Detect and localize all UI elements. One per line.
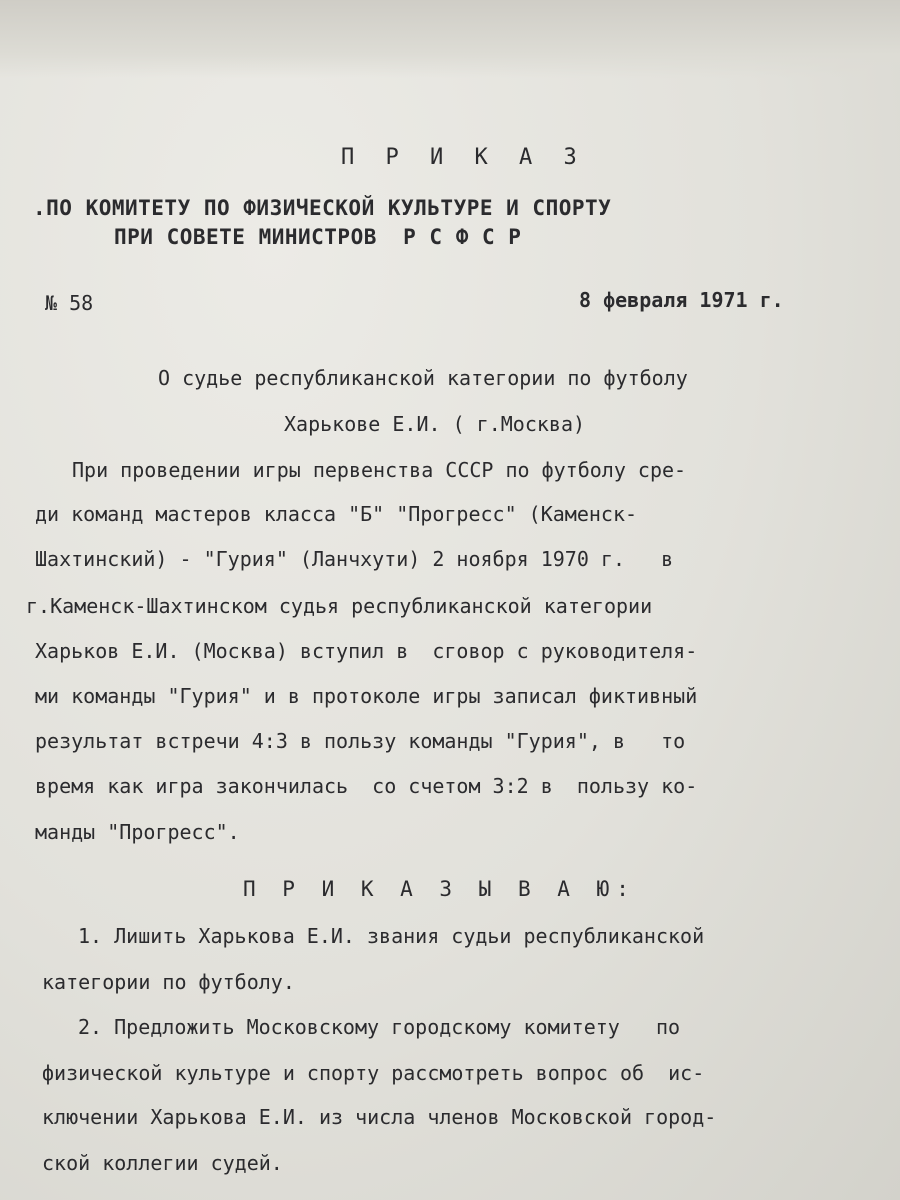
body-line: результат встречи 4:3 в пользу команды "Гурия", в то (35, 729, 686, 753)
order-date: 8 февраля 1971 г. (579, 288, 784, 312)
body-line: Шахтинский) - "Гурия" (Ланчхути) 2 ноября 1970 г. в (35, 547, 674, 571)
order-item-line: физической культуре и спорту рассмотреть вопрос об ис- (42, 1061, 705, 1085)
body-line: Харьков Е.И. (Москва) вступил в сговор с руководителя- (35, 639, 698, 663)
organization-line-1: .ПО КОМИТЕТУ ПО ФИЗИЧЕСКОЙ КУЛЬТУРЕ И СПОРТУ (33, 196, 612, 220)
page-top-edge (0, 0, 900, 78)
body-line: г.Каменск-Шахтинском судья республиканской категории (26, 594, 653, 618)
order-item-line: ключении Харькова Е.И. из числа членов Московской город- (42, 1105, 717, 1129)
body-line: ди команд мастеров класса "Б" "Прогресс" (Каменск- (35, 502, 638, 526)
document-title: П Р И К А З (341, 145, 586, 170)
order-item-line: 1. Лишить Харькова Е.И. звания судьи республиканской (78, 924, 705, 948)
subject-line-2: Харькове Е.И. ( г.Москва) (284, 412, 586, 436)
body-line: При проведении игры первенства СССР по футболу сре- (72, 458, 687, 482)
body-line: ми команды "Гурия" и в протоколе игры записал фиктивный (35, 684, 698, 708)
order-item-line: 2. Предложить Московскому городскому комитету по (78, 1015, 681, 1039)
body-line: время как игра закончилась со счетом 3:2 в пользу ко- (35, 774, 698, 798)
order-item-line: ской коллегии судей. (42, 1151, 283, 1175)
order-number: № 58 (45, 291, 94, 315)
subject-line-1: О судье республиканской категории по футболу (158, 366, 688, 390)
body-line: манды "Прогресс". (35, 820, 240, 844)
order-heading: П Р И К А З Ы В А Ю: (243, 877, 636, 901)
order-item-line: категории по футболу. (42, 970, 295, 994)
organization-line-2: ПРИ СОВЕТЕ МИНИСТРОВ Р С Ф С Р (114, 225, 522, 249)
